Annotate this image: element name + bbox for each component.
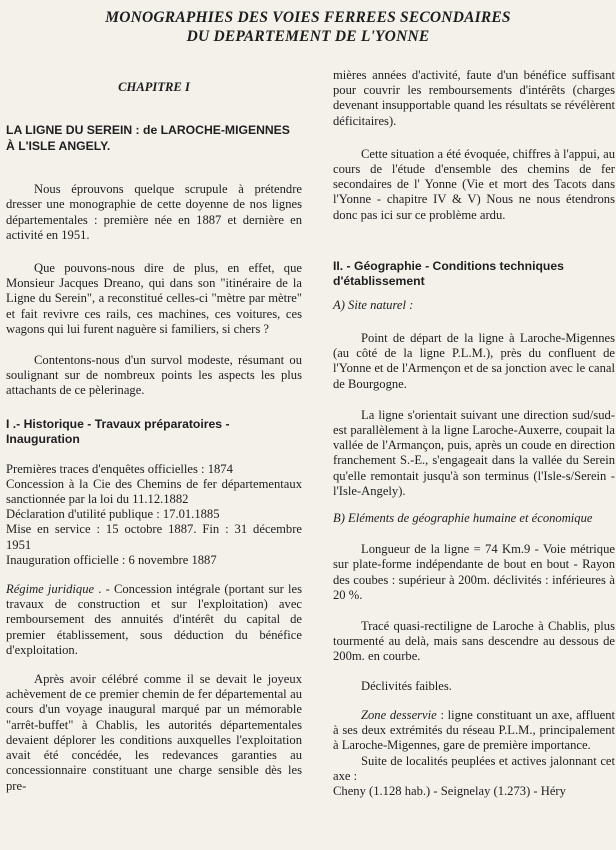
page-header — [0, 8, 616, 46]
paragraph: Cette situation a été évoquée, chiffres à l'appui, au cours de l'étude d'ensemble des chemins de fer secondaires de l' Yonne (Vie et mort des Tacots dans l'Yonne - chapitre IV & V) Nous ne nous étendrons donc pas ici sur ce problème ardu. — [333, 146, 615, 222]
paragraph: Contentons-nous d'un survol modeste, résumant ou soulignant sur de nombreux points les aspects les plus attachants de ce pèlerinage. — [6, 353, 302, 398]
paragraph: Longueur de la ligne = 74 Km.9 - Voie métrique sur plate-forme indépendante de bout en bout - Rayon des coubes : supérieur à 200m. déclivités : inférieures à 20 %. — [333, 542, 615, 602]
fact-item: Inauguration officielle : 6 novembre 1887 — [6, 552, 217, 567]
left-column — [6, 80, 302, 794]
article-title: LA LIGNE DU SEREIN : de LAROCHE-MIGENNES À L'ISLE ANGELY. — [6, 123, 290, 153]
fact-item: Premières traces d'enquêtes officielles : 1874 — [6, 461, 233, 476]
zone-paragraph — [333, 708, 615, 754]
section-heading: I .- Historique - Travaux préparatoires - Inauguration — [6, 416, 230, 447]
fact-item: Déclaration d'utilité publique : 17.01.1885 — [6, 507, 220, 522]
paragraph: Cheny (1.128 hab.) - Seignelay (1.273) - Héry — [333, 783, 566, 798]
paragraph: Que pouvons-nous dire de plus, en effet, que Monsieur Jacques Dreano, qui dans son "itinéraire de la Ligne du Serein", a reconstitué celles-ci "mètre par mètre" et fait revivre ces rails, ces machines, ces voitures, ces wagons qui lui furent naguère si familiers, si chers ? — [6, 261, 302, 336]
regime-label: Régime juridique — [6, 582, 95, 597]
regime-paragraph — [6, 582, 302, 658]
header-line-2: DU DEPARTEMENT DE L'YONNE — [186, 28, 430, 45]
header-line-1: MONOGRAPHIES DES VOIES FERREES SECONDAIRES — [105, 9, 511, 26]
paragraph: Point de départ de la ligne à Laroche-Migennes (au côté de la ligne P.L.M.), près du confluent de l'Yonne et de l'Armençon et de sa jonction avec le canal de Bourgogne. — [333, 331, 615, 391]
section-heading: II. - Géographie - Conditions techniques d'établissement — [333, 258, 564, 289]
zone-label: Zone desservie — [361, 707, 437, 722]
paragraph: Nous éprouvons quelque scrupule à prétendre dresser une monographie de cette doyenne de nos lignes départementales : première née en 1887 et dernière en activité en 1951. — [6, 182, 302, 242]
zone-text: : ligne constituant un axe, affluent à ses deux extrémités du réseau P.L.M., principalement à Laroche-Migennes, gare de première importance. — [333, 707, 616, 753]
fact-item: Concession à la Cie des Chemins de fer départementaux sanctionnée par la loi du 11.12.1882 — [6, 476, 302, 507]
paragraph: mières années d'activité, faute d'un bénéfice suffisant pour couvrir les remboursements d'intérêts (charges devenant insupportable quand les résultats se révélèrent déficitaires). — [333, 68, 615, 128]
paragraph: Après avoir célébré comme il se devait le joyeux achèvement de ce premier chemin de fer départemental au cours d'un voyage inaugural marqué par un mémorable "arrêt-buffet" à Chablis, les autorités départementales devaient déplorer les conditions auxquelles l'exploitation avait été concédée, les redevances garanties au concessionnaire constituant une charge sensible dès les pre- — [6, 672, 302, 793]
paragraph: Déclivités faibles. — [361, 678, 452, 693]
paragraph: La ligne s'orientait suivant une direction sud/sud-est parallèlement à la ligne Laroche-Auxerre, coupait la vallée de l'Armançon, puis, après un coude en direction franchement S.-E., s'engageait dans la vallée du Serein qu'elle remontait jusqu'à son terminus (l'Isle-s/Serein - l'Isle-Angely). — [333, 407, 615, 498]
regime-text: . - Concession intégrale (portant sur les travaux de construction et sur l'exploitation) avec remboursement des annuités d'intérêt du capital de premier établissement, sous déduction du bénéfice d'exploitation. — [6, 582, 302, 657]
right-column — [333, 68, 615, 799]
subheading: A) Site naturel : — [333, 297, 414, 312]
paragraph: Suite de localités peuplées et actives jalonnant cet axe : — [333, 753, 615, 783]
subheading: B) Eléments de géographie humaine et économique — [333, 511, 593, 526]
paragraph: Tracé quasi-rectiligne de Laroche à Chablis, plus tourmenté au delà, mais sans descendre au dessous de 200m. en courbe. — [333, 619, 615, 664]
fact-item: Mise en service : 15 octobre 1887. Fin : 31 décembre 1951 — [6, 522, 302, 552]
chapter-title: CHAPITRE I — [118, 80, 190, 94]
